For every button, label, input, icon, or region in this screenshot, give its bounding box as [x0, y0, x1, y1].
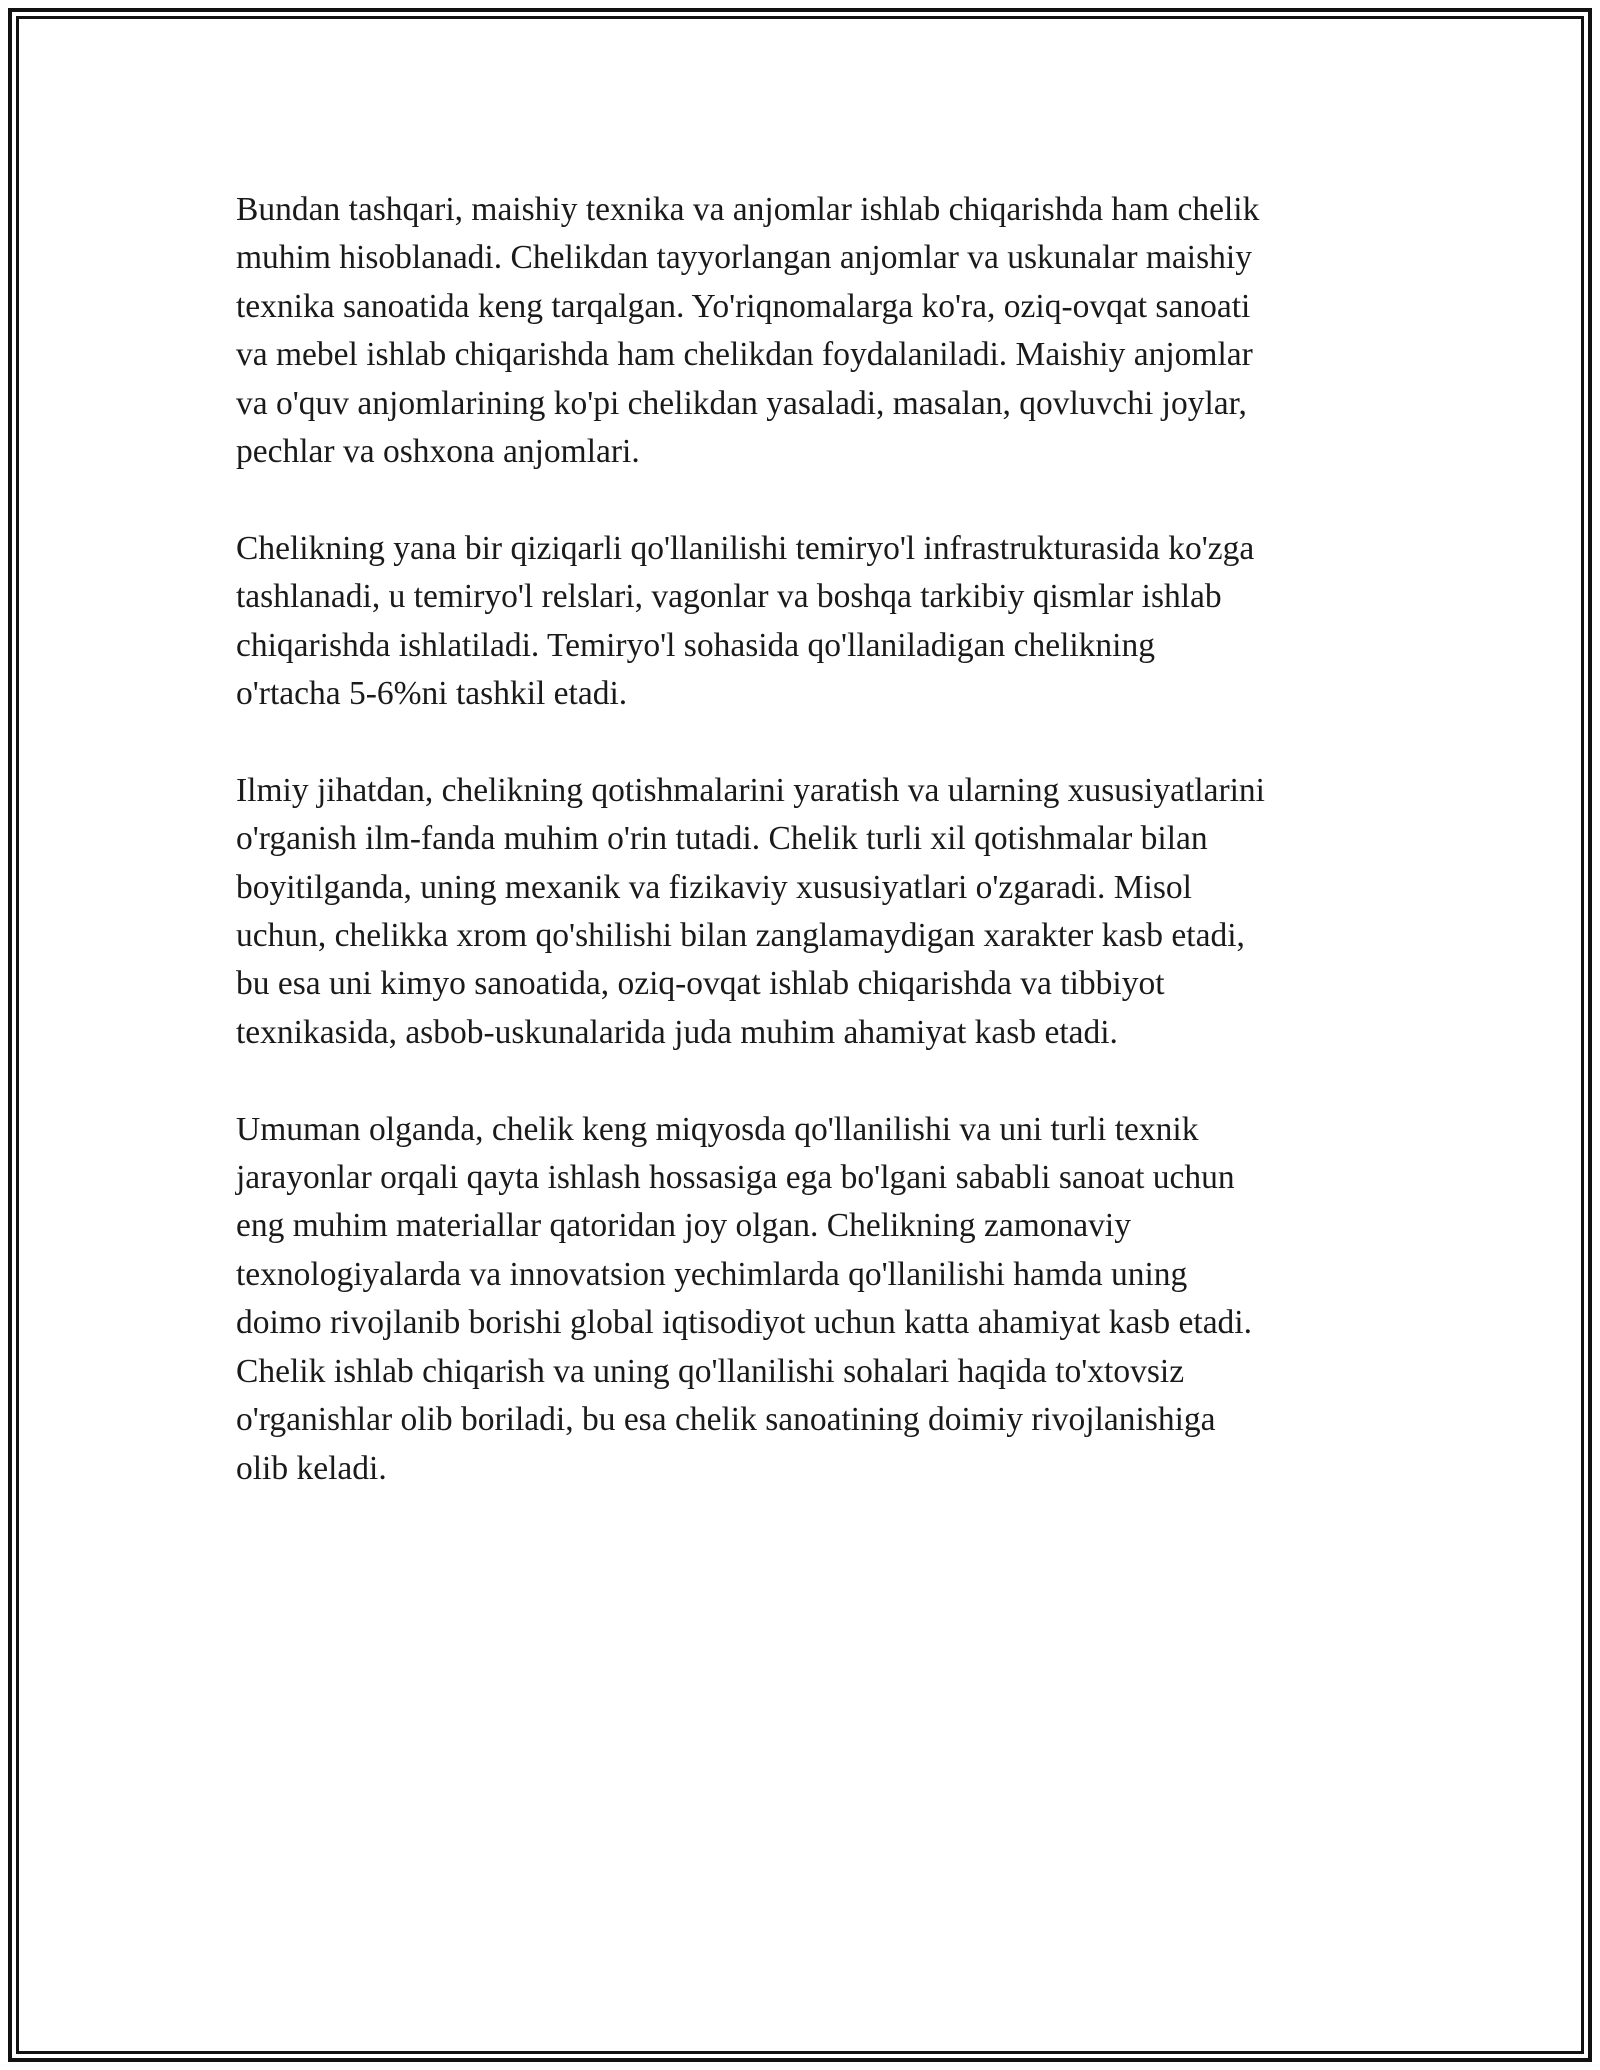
- paragraph-railway: [236, 525, 1376, 719]
- text-line: muhim hisoblanadi. Chelikdan tayyorlangan anjomlar va uskunalar maishiy: [236, 239, 1252, 277]
- paragraph-science-alloys: [236, 767, 1376, 1057]
- text-line: o'rganish ilm-fanda muhim o'rin tutadi. Chelik turli xil qotishmalar bilan: [236, 820, 1208, 858]
- text-line: o'rtacha 5-6%ni tashkil etadi.: [236, 675, 628, 713]
- text-line: texnika sanoatida keng tarqalgan. Yo'riqnomalarga ko'ra, oziq-ovqat sanoati: [236, 287, 1251, 325]
- document-body: [236, 186, 1376, 1541]
- text-line: Chelik ishlab chiqarish va uning qo'llanilishi sohalari haqida to'xtovsiz: [236, 1352, 1185, 1390]
- text-line: Ilmiy jihatdan, chelikning qotishmalarini yaratish va ularning xususiyatlarini: [236, 771, 1265, 809]
- text-line: doimo rivojlanib borishi global iqtisodiyot uchun katta ahamiyat kasb etadi.: [236, 1304, 1252, 1342]
- text-line: olib keladi.: [236, 1449, 387, 1487]
- text-line: chiqarishda ishlatiladi. Temiryo'l sohasida qo'llaniladigan chelikning: [236, 626, 1155, 664]
- text-line: boyitilganda, uning mexanik va fizikaviy xususiyatlari o'zgaradi. Misol: [236, 868, 1192, 906]
- text-line: va mebel ishlab chiqarishda ham chelikdan foydalaniladi. Maishiy anjomlar: [236, 336, 1253, 374]
- text-line: texnologiyalarda va innovatsion yechimlarda qo'llanilishi hamda uning: [236, 1255, 1188, 1293]
- text-line: Chelikning yana bir qiziqarli qo'llanilishi temiryo'l infrastrukturasida ko'zga: [236, 529, 1255, 567]
- text-line: pechlar va oshxona anjomlari.: [236, 433, 640, 471]
- text-line: bu esa uni kimyo sanoatida, oziq-ovqat ishlab chiqarishda va tibbiyot: [236, 965, 1165, 1003]
- text-line: tashlanadi, u temiryo'l relslari, vagonlar va boshqa tarkibiy qismlar ishlab: [236, 578, 1222, 616]
- text-line: Bundan tashqari, maishiy texnika va anjomlar ishlab chiqarishda ham chelik: [236, 191, 1260, 228]
- paragraph-industry-household: [236, 186, 1376, 476]
- paragraph-conclusion: [236, 1106, 1376, 1493]
- text-line: o'rganishlar olib boriladi, bu esa chelik sanoatining doimiy rivojlanishiga: [236, 1401, 1216, 1439]
- text-line: va o'quv anjomlarining ko'pi chelikdan yasaladi, masalan, qovluvchi joylar,: [236, 384, 1247, 422]
- text-line: uchun, chelikka xrom qo'shilishi bilan zanglamaydigan xarakter kasb etadi,: [236, 917, 1245, 955]
- text-line: Umuman olganda, chelik keng miqyosda qo'llanilishi va uni turli texnik: [236, 1110, 1199, 1148]
- text-line: texnikasida, asbob-uskunalarida juda muhim ahamiyat kasb etadi.: [236, 1013, 1118, 1051]
- text-line: jarayonlar orqali qayta ishlash hossasiga ega bo'lgani sababli sanoat uchun: [236, 1159, 1235, 1197]
- text-line: eng muhim materiallar qatoridan joy olgan. Chelikning zamonaviy: [236, 1207, 1131, 1245]
